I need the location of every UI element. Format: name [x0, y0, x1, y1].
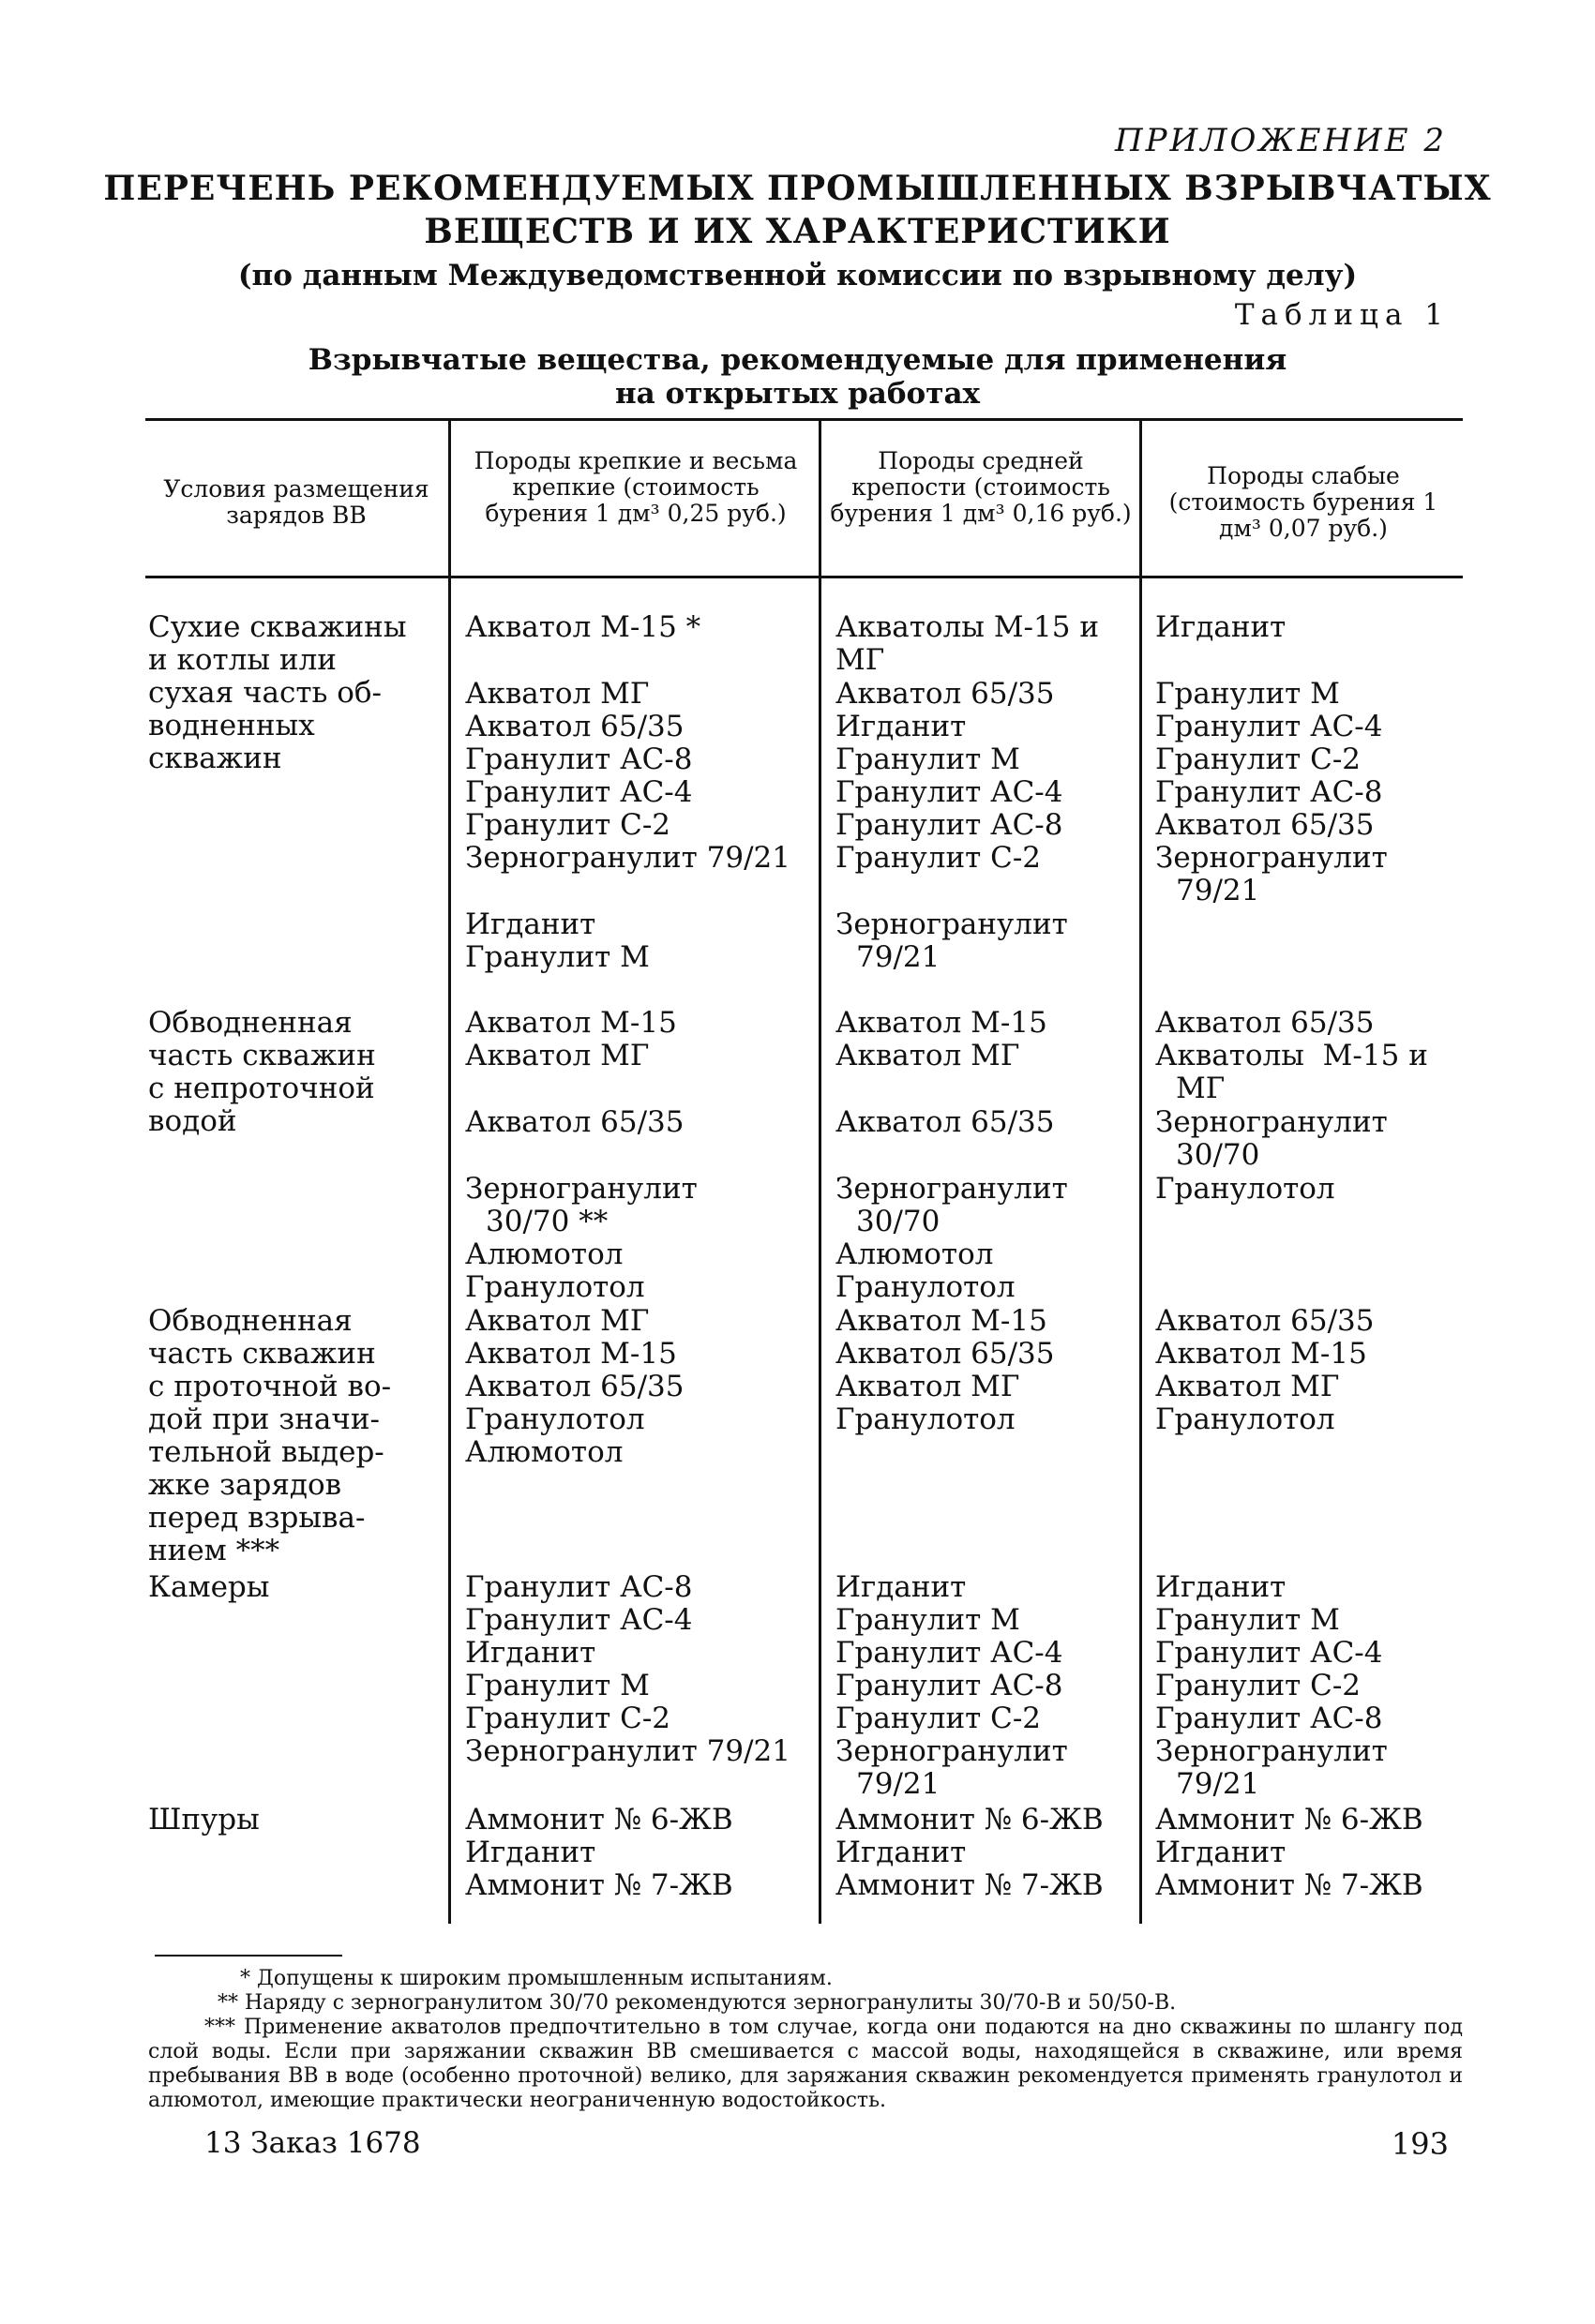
table-cell: 79/21	[856, 940, 940, 974]
header-soft-rocks: Породы слабые (стоимость бурения 1 дм³ 0,07 руб.)	[1168, 462, 1438, 542]
table-cell: Акватол 65/35	[465, 710, 685, 743]
table-cell: Алюмотол	[465, 1237, 624, 1271]
condition-stagnant-water: Обводненная часть скважин с непроточной водой	[148, 1006, 376, 1138]
table-cell: Акватол 65/35	[835, 677, 1055, 711]
table-cell: Гранулит АС-4	[465, 775, 693, 809]
table-cell: Гранулит АС-8	[835, 808, 1063, 842]
table-cell: 79/21	[1176, 1767, 1260, 1801]
page-number: 193	[1391, 2126, 1449, 2162]
table-cell: Гранулит М	[1155, 677, 1340, 711]
column-divider-3	[1139, 421, 1142, 1924]
table-cell: Гранулит М	[835, 742, 1020, 776]
table-cell: Алюмотол	[835, 1237, 994, 1271]
table-cell: Гранулотол	[465, 1270, 645, 1304]
table-cell: Акватолы М-15 и	[835, 610, 1099, 644]
appendix-label: ПРИЛОЖЕНИЕ 2	[1114, 122, 1447, 159]
table-top-rule	[145, 418, 1463, 421]
table-header-rule	[145, 576, 1463, 578]
title-line-2: ВЕЩЕСТВ И ИХ ХАРАКТЕРИСТИКИ	[424, 212, 1171, 251]
footnote-1: * Допущены к широким промышленным испытаниям.	[240, 1967, 833, 1990]
table-cell: Гранулит С-2	[835, 841, 1042, 875]
table-cell: Акватол МГ	[1155, 1370, 1340, 1403]
table-cell: Акватол 65/35	[1155, 1304, 1375, 1338]
table-cell: Зерногранулит	[1155, 841, 1388, 875]
table-cell: Акватол МГ	[465, 677, 650, 711]
table-cell: Игданит	[1155, 610, 1287, 644]
table-cell: Зерногранулит	[465, 1172, 698, 1206]
table-cell: Зерногранулит	[835, 907, 1068, 941]
table-cell: МГ	[1176, 1072, 1226, 1105]
column-divider-2	[819, 421, 821, 1924]
table-cell: Зерногранулит	[1155, 1734, 1388, 1768]
table-number: Таблица 1	[1234, 298, 1450, 332]
table-cell: Акватол М-15	[835, 1006, 1047, 1040]
table-cell: Гранулотол	[465, 1402, 645, 1436]
title-line-1: ПЕРЕЧЕНЬ РЕКОМЕНДУЕМЫХ ПРОМЫШЛЕННЫХ ВЗРЫВЧАТЫХ	[103, 169, 1492, 208]
table-cell: 30/70	[1176, 1138, 1260, 1172]
table-cell: Игданит	[465, 907, 596, 941]
table-cell: Акватол МГ	[465, 1304, 650, 1338]
table-cell: Гранулит М	[465, 1669, 650, 1702]
header-medium-rocks: Породы средней крепости (стоимость бурения 1 дм³ 0,16 руб.)	[830, 447, 1132, 527]
condition-shot-holes: Шпуры	[148, 1803, 260, 1837]
table-cell: Зерногранулит 79/21	[465, 1734, 790, 1768]
table-cell: Акватол М-15	[465, 1006, 677, 1040]
table-cell: Аммонит № 6-ЖВ	[465, 1803, 733, 1837]
table-cell: Акватол М-15 *	[465, 610, 701, 644]
table-cell: 30/70 **	[486, 1205, 609, 1238]
footnote-rule	[155, 1955, 342, 1957]
table-cell: Зерногранулит	[1155, 1105, 1388, 1139]
header-hard-rocks: Породы крепкие и весьма крепкие (стоимость бурения 1 дм³ 0,25 руб.)	[474, 447, 798, 527]
table-cell: Гранулит АС-8	[465, 1570, 693, 1604]
table-cell: Гранулит АС-8	[1155, 1702, 1383, 1735]
table-cell: Гранулит АС-4	[465, 1603, 693, 1637]
table-caption-line-1: Взрывчатые вещества, рекомендуемые для применения	[308, 343, 1287, 377]
table-cell: 79/21	[1176, 874, 1260, 907]
table-cell: МГ	[835, 643, 885, 677]
table-cell: Гранулит АС-4	[835, 1636, 1063, 1670]
table-cell: Акватол М-15	[1155, 1337, 1367, 1371]
table-cell: Акватол МГ	[835, 1370, 1020, 1403]
table-cell: Аммонит № 6-ЖВ	[1155, 1803, 1423, 1837]
table-cell: Гранулит АС-4	[1155, 710, 1383, 743]
table-cell: Игданит	[835, 1570, 967, 1604]
table-cell: Аммонит № 7-ЖВ	[465, 1868, 733, 1902]
condition-chambers: Камеры	[148, 1570, 270, 1604]
table-cell: Гранулит С-2	[835, 1702, 1042, 1735]
condition-flowing-water: Обводненная часть скважин с проточной во- дой при значи- тельной выдер- жке зарядов перед взрыва- нием ***	[148, 1304, 392, 1567]
table-cell: Акватол МГ	[835, 1039, 1020, 1072]
table-cell: Гранулит АС-8	[835, 1669, 1063, 1702]
table-cell: Акватол 65/35	[835, 1105, 1055, 1139]
table-cell: Акватол 65/35	[465, 1105, 685, 1139]
table-cell: Гранулит С-2	[1155, 742, 1362, 776]
table-cell: Гранулотол	[1155, 1172, 1335, 1206]
table-cell: Зерногранулит	[835, 1734, 1068, 1768]
table-cell: Гранулит М	[1155, 1603, 1340, 1637]
condition-dry-holes: Сухие скважины и котлы или сухая часть об- водненных скважин	[148, 610, 407, 775]
table-cell: Акватолы М-15 и	[1155, 1039, 1428, 1072]
table-cell: Акватол 65/35	[1155, 808, 1375, 842]
print-order-mark: 13 Заказ 1678	[204, 2126, 421, 2160]
table-cell: Гранулотол	[835, 1270, 1016, 1304]
footnote-2: ** Наряду с зерногранулитом 30/70 рекомендуются зерногранулиты 30/70-В и 50/50-В.	[218, 1991, 1177, 2015]
table-cell: Аммонит № 6-ЖВ	[835, 1803, 1104, 1837]
table-cell: Акватол 65/35	[465, 1370, 685, 1403]
table-cell: Гранулит С-2	[465, 1702, 671, 1735]
table-cell: Гранулит С-2	[465, 808, 671, 842]
table-cell: Игданит	[835, 1836, 967, 1869]
table-cell: Гранулит АС-4	[835, 775, 1063, 809]
table-caption-line-2: на открытых работах	[614, 377, 981, 411]
table-cell: Аммонит № 7-ЖВ	[835, 1868, 1104, 1902]
table-cell: Акватол МГ	[465, 1039, 650, 1072]
table-cell: Алюмотол	[465, 1435, 624, 1469]
column-divider-1	[448, 421, 451, 1924]
table-cell: 79/21	[856, 1767, 940, 1801]
table-cell: Зерногранулит	[835, 1172, 1068, 1206]
table-cell: Игданит	[1155, 1570, 1287, 1604]
table-cell: Акватол М-15	[465, 1337, 677, 1371]
table-cell: Аммонит № 7-ЖВ	[1155, 1868, 1423, 1902]
table-cell: Гранулит М	[465, 940, 650, 974]
table-cell: Гранулит АС-8	[1155, 775, 1383, 809]
table-cell: Гранулотол	[1155, 1402, 1335, 1436]
footnote-3: *** Применение акватолов предпочтительно в том случае, когда они подаются на дно скважины по шлангу под слой воды. Если при заряжании скважин ВВ смешивается с массой воды, находящейся в скважине, или время пребывания ВВ в воде (особенно проточной) велико, для заряжания скважин рекомендуется применять гранулотол и алюмотол, имеющие практически неограниченную водостойкость.	[148, 2016, 1463, 2112]
table-cell: Гранулит АС-8	[465, 742, 693, 776]
header-conditions: Условия размещения зарядов ВВ	[163, 475, 429, 529]
table-cell: Гранулит М	[835, 1603, 1020, 1637]
table-cell: Игданит	[835, 710, 967, 743]
table-cell: Игданит	[1155, 1836, 1287, 1869]
table-cell: Игданит	[465, 1836, 596, 1869]
table-cell: Акватол М-15	[835, 1304, 1047, 1338]
table-cell: Акватол 65/35	[1155, 1006, 1375, 1040]
table-cell: Игданит	[465, 1636, 596, 1670]
subtitle: (по данным Междуведомственной комиссии по взрывному делу)	[237, 259, 1358, 292]
table-cell: Гранулит С-2	[1155, 1669, 1362, 1702]
table-cell: Гранулотол	[835, 1402, 1016, 1436]
table-cell: Гранулит АС-4	[1155, 1636, 1383, 1670]
table-cell: Зерногранулит 79/21	[465, 841, 790, 875]
table-cell: 30/70	[856, 1205, 940, 1238]
table-cell: Акватол 65/35	[835, 1337, 1055, 1371]
